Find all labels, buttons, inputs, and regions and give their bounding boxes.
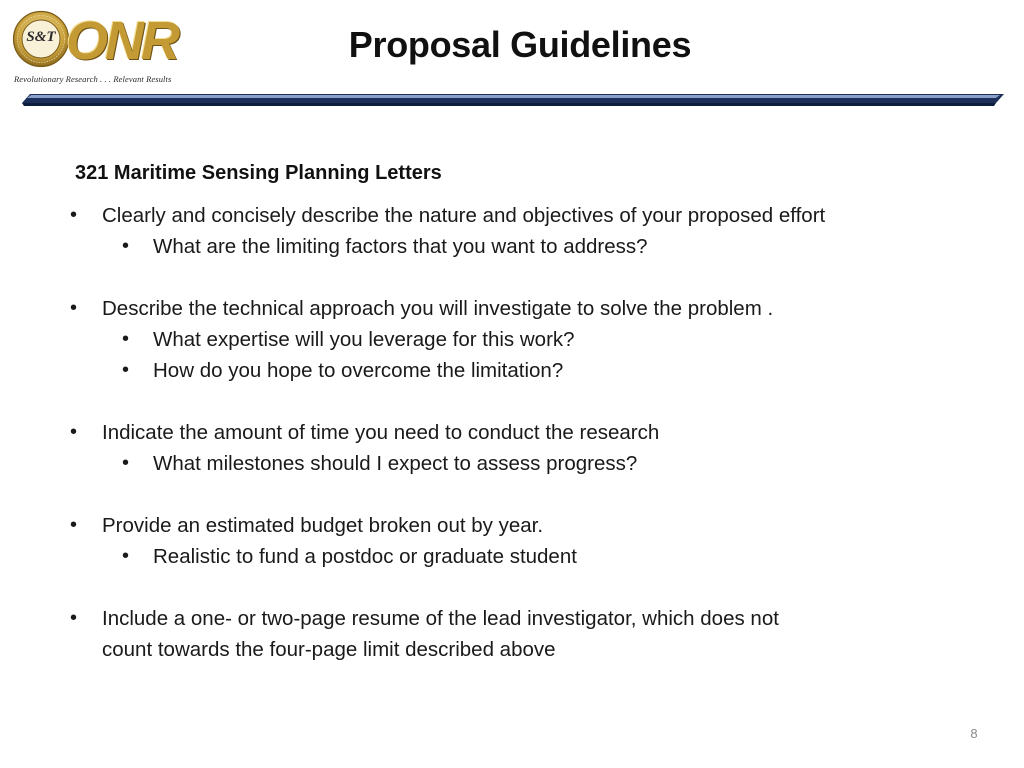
list-item-text: What are the limiting factors that you want to address? <box>153 235 648 258</box>
seal-label: S&T <box>26 29 56 45</box>
onr-logo <box>10 8 200 88</box>
list-item <box>66 448 966 479</box>
bullet-icon: • <box>70 421 78 443</box>
list-item <box>66 510 966 541</box>
list-spacer <box>66 262 966 293</box>
list-item <box>66 417 966 448</box>
bullet-icon: • <box>122 235 130 257</box>
list-item <box>66 324 966 355</box>
page-title: Proposal Guidelines <box>348 24 692 65</box>
page-number: 8 <box>970 726 978 741</box>
list-item <box>66 603 966 634</box>
list-item-text: How do you hope to overcome the limitation? <box>153 359 564 382</box>
header-divider <box>22 94 1004 106</box>
list-item <box>66 355 966 386</box>
bullet-icon: • <box>122 328 130 350</box>
list-item <box>66 293 966 324</box>
logo-tagline: Revolutionary Research . . . Relevant Results <box>14 74 172 84</box>
bullet-icon: • <box>122 359 130 381</box>
list-spacer <box>66 479 966 510</box>
list-item-text: What expertise will you leverage for this work? <box>153 328 575 351</box>
list-item <box>66 541 966 572</box>
list-item-text: Provide an estimated budget broken out by year. <box>102 514 544 537</box>
list-item-text: Clearly and concisely describe the nature and objectives of your proposed effort <box>102 204 826 227</box>
list-item <box>66 200 966 231</box>
section-heading: 321 Maritime Sensing Planning Letters <box>75 162 442 184</box>
onr-letters <box>66 12 177 70</box>
bullet-icon: • <box>70 204 78 226</box>
list-item-text: count towards the four-page limit described above <box>102 638 556 661</box>
bullet-icon: • <box>122 452 130 474</box>
list-spacer <box>66 572 966 603</box>
bullet-list <box>66 200 966 665</box>
bullet-icon: • <box>70 514 78 536</box>
list-item-continuation <box>66 634 966 665</box>
bullet-icon: • <box>122 545 130 567</box>
list-item-text: What milestones should I expect to assess progress? <box>153 452 638 475</box>
list-item-text: Realistic to fund a postdoc or graduate student <box>153 545 577 568</box>
list-item <box>66 231 966 262</box>
slide-header <box>0 0 1024 110</box>
onr-wordmark: ONR <box>66 11 177 71</box>
list-spacer <box>66 386 966 417</box>
list-item-text: Describe the technical approach you will investigate to solve the problem . <box>102 297 774 320</box>
bullet-icon: • <box>70 607 78 629</box>
list-item-text: Indicate the amount of time you need to conduct the research <box>102 421 660 444</box>
list-item-text: Include a one- or two-page resume of the lead investigator, which does not <box>102 607 779 630</box>
bullet-icon: • <box>70 297 78 319</box>
